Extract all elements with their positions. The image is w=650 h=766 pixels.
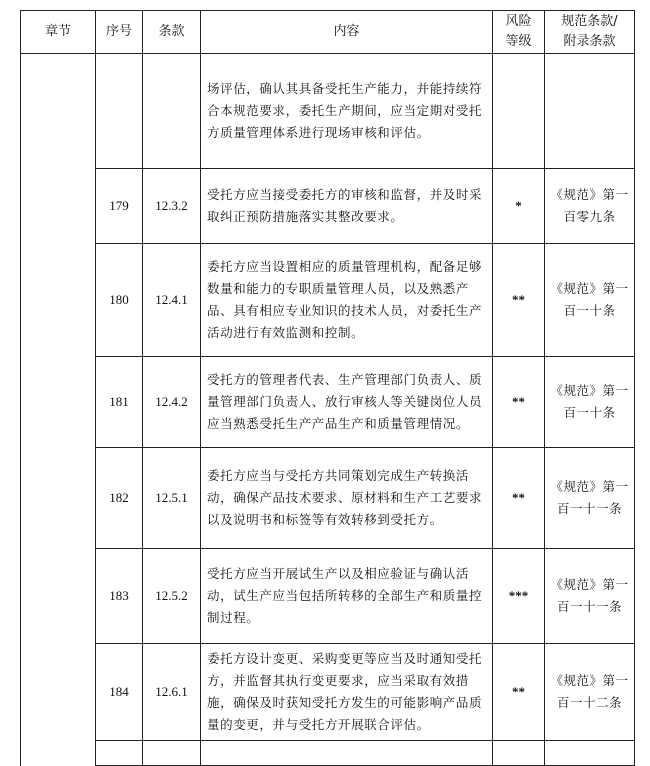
clause-cell: 12.5.1: [143, 448, 201, 549]
reference-cell: 《规范》第一百一十条: [545, 244, 635, 357]
clause-cell: 12.5.2: [143, 549, 201, 644]
table-row: [21, 169, 635, 244]
content-cell: 委托方设计变更、采购变更等应当及时通知受托方，并监督其执行变更要求，应当采取有效措施，确保及时获知受托方发生的可能影响产品质量的变更，并与受托方开展联合评估。: [201, 644, 493, 741]
header-reference: 规范条款/ 附录条款: [545, 11, 635, 54]
seq-cell: 180: [96, 244, 143, 357]
risk-cell: [493, 741, 545, 766]
document-page: [20, 10, 635, 766]
header-clause: 条款: [143, 11, 201, 54]
header-content: 内容: [201, 11, 493, 54]
content-cell: 受托方应当开展试生产以及相应验证与确认活动，试生产应当包括所转移的全部生产和质量控制过程。: [201, 549, 493, 644]
header-risk-level: 风险 等级: [493, 11, 545, 54]
seq-cell: 181: [96, 357, 143, 448]
seq-cell: 179: [96, 169, 143, 244]
clause-cell: [143, 741, 201, 766]
table-row: [21, 549, 635, 644]
inspection-table: [20, 10, 635, 766]
risk-cell: **: [493, 644, 545, 741]
chapter-cell: [21, 54, 96, 766]
reference-cell: [545, 741, 635, 766]
table-row: [21, 54, 635, 169]
header-chapter: 章节: [21, 11, 96, 54]
content-cell: 受托方的管理者代表、生产管理部门负责人、质量管理部门负责人、放行审核人等关键岗位人员应当熟悉受托生产产品生产和质量管理情况。: [201, 357, 493, 448]
reference-cell: 《规范》第一百一十一条: [545, 549, 635, 644]
risk-cell: **: [493, 448, 545, 549]
table-row: [21, 741, 635, 766]
reference-cell: 《规范》第一百一十一条: [545, 448, 635, 549]
risk-cell: ***: [493, 549, 545, 644]
table-row: [21, 357, 635, 448]
risk-cell: **: [493, 244, 545, 357]
reference-cell: 《规范》第一百一十条: [545, 357, 635, 448]
seq-cell: 184: [96, 644, 143, 741]
content-cell: 受托方应当接受委托方的审核和监督，并及时采取纠正预防措施落实其整改要求。: [201, 169, 493, 244]
clause-cell: 12.3.2: [143, 169, 201, 244]
table-row: [21, 644, 635, 741]
table-row: [21, 448, 635, 549]
reference-cell: 《规范》第一百一十二条: [545, 644, 635, 741]
table-row: [21, 244, 635, 357]
clause-cell: 12.4.2: [143, 357, 201, 448]
risk-cell: [493, 54, 545, 169]
reference-cell: 《规范》第一百零九条: [545, 169, 635, 244]
risk-cell: *: [493, 169, 545, 244]
header-seq: 序号: [96, 11, 143, 54]
clause-cell: 12.6.1: [143, 644, 201, 741]
content-cell: 委托方应当设置相应的质量管理机构，配备足够数量和能力的专职质量管理人员，以及熟悉产品、具有相应专业知识的技术人员，对委托生产活动进行有效监测和控制。: [201, 244, 493, 357]
table-header-row: [21, 11, 635, 54]
seq-cell: [96, 54, 143, 169]
clause-cell: [143, 54, 201, 169]
reference-cell: [545, 54, 635, 169]
risk-cell: **: [493, 357, 545, 448]
seq-cell: 182: [96, 448, 143, 549]
seq-cell: 183: [96, 549, 143, 644]
seq-cell: [96, 741, 143, 766]
clause-cell: 12.4.1: [143, 244, 201, 357]
content-cell: [201, 741, 493, 766]
content-cell: 场评估，确认其具备受托生产能力，并能持续符合本规范要求，委托生产期间，应当定期对受托方质量管理体系进行现场审核和评估。: [201, 54, 493, 169]
content-cell: 委托方应当与受托方共同策划完成生产转换活动，确保产品技术要求、原材料和生产工艺要求以及说明书和标签等有效转移到受托方。: [201, 448, 493, 549]
